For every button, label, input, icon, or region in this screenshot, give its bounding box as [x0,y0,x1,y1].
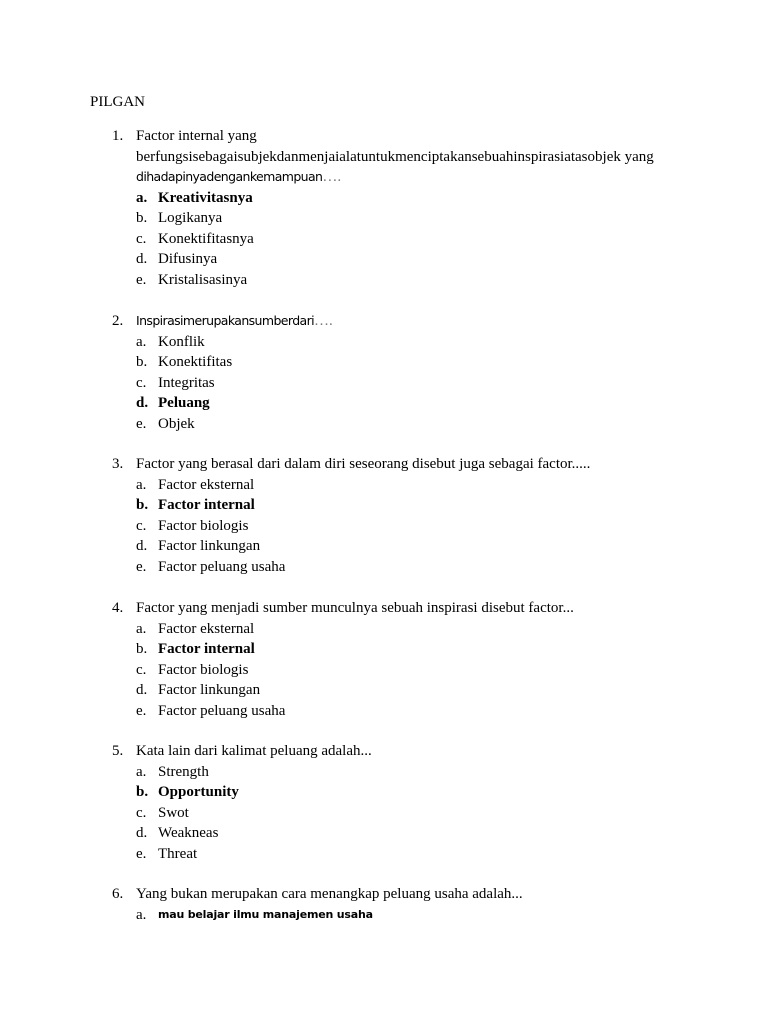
option-b[interactable] [112,352,672,373]
option-text: Factor internal [158,641,255,657]
option-letter: a. [136,189,148,206]
question-number: 4. [112,600,124,616]
question-text: Factor yang berasal dari dalam diri seseorang disebut juga sebagai factor..... [136,456,591,472]
question-ellipsis: …. [314,313,333,329]
option-letter: d. [136,395,149,411]
option-letter: c. [136,230,147,247]
question-text: Yang bukan merupakan cara menangkap peluang usaha adalah... [136,886,523,902]
question-2 [112,311,672,434]
question-number: 6. [112,886,124,902]
option-letter: c. [136,374,147,391]
question-1 [112,126,672,290]
answer-options [112,475,672,578]
option-text: mau belajar ilmu manajemen usaha [158,907,373,921]
question-text-line: berfungsisebagaisubjekdanmenjaialatuntukmenciptakansebuahinspirasiatasobjek yang [136,148,654,165]
option-letter: e. [136,415,147,432]
question-text-condensed: dihadapinyadengankemampuan [136,169,323,184]
option-text: Kreativitasnya [158,189,253,206]
option-text: Logikanya [158,210,223,226]
option-d[interactable] [112,536,672,557]
option-letter: a. [136,906,147,923]
option-d[interactable] [112,393,672,414]
option-text: Konektifitasnya [158,230,254,247]
question-number: 1. [112,128,124,144]
option-text: Factor peluang usaha [158,558,286,575]
option-text: Factor biologis [158,661,249,678]
option-letter: c. [136,517,147,534]
option-c[interactable] [112,660,672,681]
option-a[interactable] [112,762,672,783]
option-text: Objek [158,415,195,432]
option-text: Factor eksternal [158,476,255,493]
option-text: Difusinya [158,251,218,267]
option-text: Threat [158,845,198,862]
option-letter: b. [136,641,148,657]
question-number: 3. [112,456,124,472]
option-text: Integritas [158,374,215,391]
option-a[interactable] [112,332,672,353]
option-e[interactable] [112,701,672,722]
option-text: Factor peluang usaha [158,702,286,719]
option-e[interactable] [112,270,672,291]
option-a[interactable] [112,619,672,640]
option-c[interactable] [112,516,672,537]
option-letter: e. [136,558,147,575]
option-letter: d. [136,825,148,841]
question-number: 5. [112,743,124,759]
option-letter: e. [136,845,147,862]
option-letter: b. [136,497,149,513]
option-a[interactable] [112,188,672,209]
option-letter: b. [136,210,148,226]
option-letter: d. [136,251,148,267]
answer-options [112,619,672,722]
option-b[interactable] [112,208,672,229]
option-letter: b. [136,784,149,800]
section-heading: PILGAN [90,94,145,110]
option-letter: c. [136,804,147,821]
option-e[interactable] [112,844,672,865]
option-text: Weakneas [158,825,219,841]
option-text: Factor internal [158,497,255,513]
question-text: Factor yang menjadi sumber munculnya sebuah inspirasi disebut factor... [136,600,574,616]
option-letter: b. [136,354,148,370]
option-text: Kristalisasinya [158,271,248,288]
question-3 [112,454,672,577]
option-letter: e. [136,271,147,288]
option-text: Factor linkungan [158,682,261,698]
option-letter: a. [136,333,147,350]
question-5 [112,741,672,864]
option-letter: d. [136,682,148,698]
option-text: Factor eksternal [158,620,255,637]
answer-options [112,332,672,435]
option-b[interactable] [112,495,672,516]
option-text: Strength [158,763,209,780]
option-e[interactable] [112,414,672,435]
option-letter: a. [136,476,147,493]
option-text: Konflik [158,333,205,350]
option-c[interactable] [112,373,672,394]
option-c[interactable] [112,803,672,824]
option-d[interactable] [112,249,672,270]
option-text: Factor biologis [158,517,249,534]
option-text: Peluang [158,395,210,411]
question-text-line: Factor internal yang [136,128,257,144]
question-text-condensed: Inspirasimerupakansumberdari [136,313,315,328]
option-b[interactable] [112,639,672,660]
option-a[interactable] [112,905,672,926]
option-b[interactable] [112,782,672,803]
option-text: Factor linkungan [158,538,261,554]
option-a[interactable] [112,475,672,496]
answer-options [112,762,672,865]
option-d[interactable] [112,680,672,701]
option-letter: d. [136,538,148,554]
question-6 [112,884,672,925]
question-ellipsis: …. [322,169,342,185]
option-e[interactable] [112,557,672,578]
answer-options [112,188,672,291]
option-text: Swot [158,804,189,821]
question-text [136,311,672,332]
option-letter: c. [136,661,147,678]
question-text: Kata lain dari kalimat peluang adalah... [136,743,372,759]
question-number: 2. [112,313,124,329]
option-text: Konektifitas [158,354,233,370]
option-letter: a. [136,620,147,637]
option-letter: a. [136,763,147,780]
answer-options [112,905,672,926]
question-text [136,126,672,188]
option-text: Opportunity [158,784,239,800]
question-4 [112,598,672,721]
option-d[interactable] [112,823,672,844]
option-letter: e. [136,702,147,719]
option-c[interactable] [112,229,672,250]
question-text-line [136,167,672,188]
